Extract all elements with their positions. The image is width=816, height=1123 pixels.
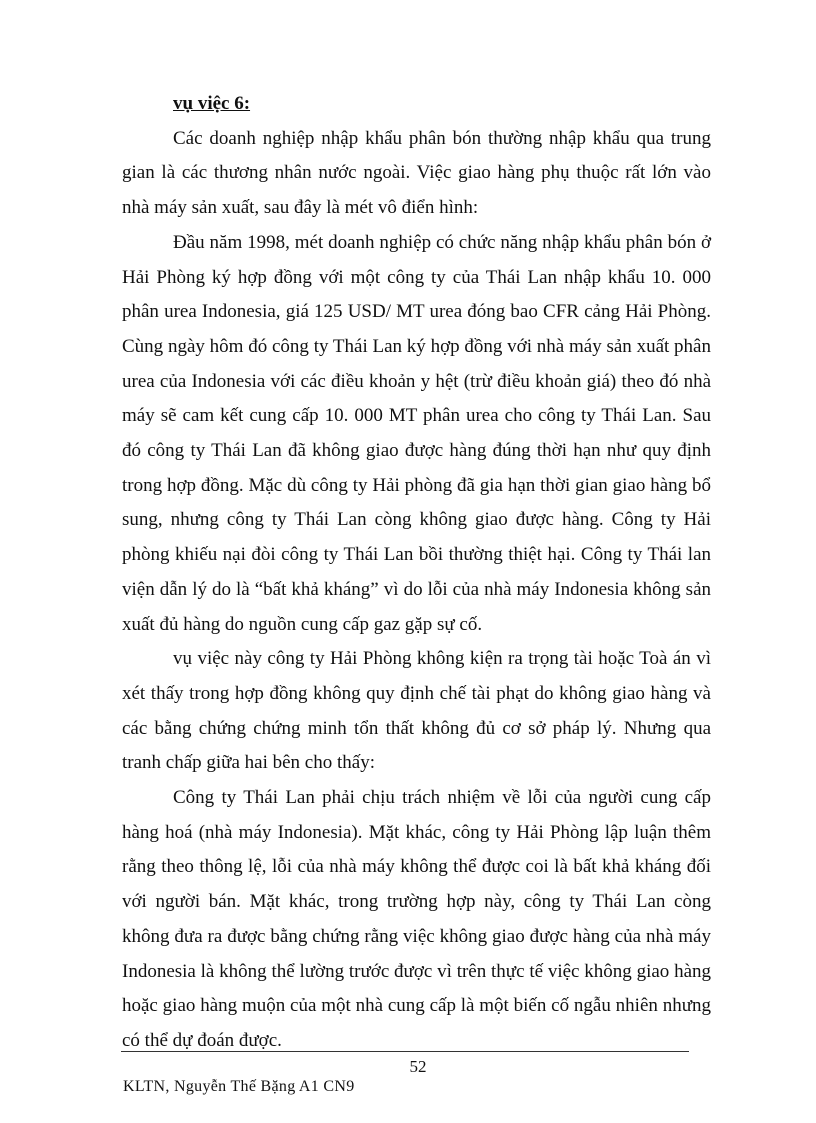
paragraph-4: Công ty Thái Lan phải chịu trách nhiệm về lỗi của người cung cấp hàng hoá (nhà máy Indonesia). Mặt khác, công ty Hải Phòng lập luận thêm rằng theo thông lệ, lỗi của nhà máy không thể được coi là bất khả kháng đối với người bán. Mặt khác, trong trường hợp này, công ty Thái Lan còng không đưa ra được bằng chứng rằng việc không giao được hàng của nhà máy Indonesia là không thể lường trước được vì trên thực tế việc không giao hàng hoặc giao hàng muộn của một nhà cung cấp là một biến cố ngẫu nhiên nhưng có thể dự đoán được. — [122, 787, 711, 1051]
footer-divider — [121, 1051, 689, 1052]
paragraph-1: Các doanh nghiệp nhập khẩu phân bón thường nhập khẩu qua trung gian là các thương nhân nước ngoài. Việc giao hàng phụ thuộc rất lớn vào nhà máy sản xuất, sau đây là mét vô điển hình: — [122, 127, 711, 219]
document-body — [122, 87, 711, 1059]
footer-author: KLTN, Nguyễn Thế Bặng A1 CN9 — [123, 1078, 355, 1095]
section-heading: vụ việc 6: — [173, 93, 251, 114]
paragraph-3: vụ việc này công ty Hải Phòng không kiện ra trọng tài hoặc Toà án vì xét thấy trong hợp đồng không quy định chế tài phạt do không giao hàng và các bằng chứng chứng minh tổn thất không đủ cơ sở pháp lý. Nhưng qua tranh chấp giữa hai bên cho thấy: — [122, 648, 711, 774]
paragraph-2: Đầu năm 1998, mét doanh nghiệp có chức năng nhập khẩu phân bón ở Hải Phòng ký hợp đồng với một công ty của Thái Lan nhập khẩu 10. 000 phân urea Indonesia, giá 125 USD/ MT urea đóng bao CFR cảng Hải Phòng. Cùng ngày hôm đó công ty Thái Lan ký hợp đồng với nhà máy sản xuất phân urea của Indonesia với các điều khoản y hệt (trừ điều khoản giá) theo đó nhà máy sẽ cam kết cung cấp 10. 000 MT phân urea cho công ty Thái Lan. Sau đó công ty Thái Lan đã không giao được hàng đúng thời hạn như quy định trong hợp đồng. Mặc dù công ty Hải phòng đã gia hạn thời gian giao hàng bổ sung, nhưng công ty Thái Lan còng không giao được hàng. Công ty Hải phòng khiếu nại đòi công ty Thái Lan bồi thường thiệt hại. Công ty Thái lan viện dẫn lý do là “bất khả kháng” vì do lỗi của nhà máy Indonesia không sản xuất đủ hàng do nguồn cung cấp gaz gặp sự cố. — [122, 231, 711, 635]
page-number: 52 — [409, 1057, 427, 1076]
